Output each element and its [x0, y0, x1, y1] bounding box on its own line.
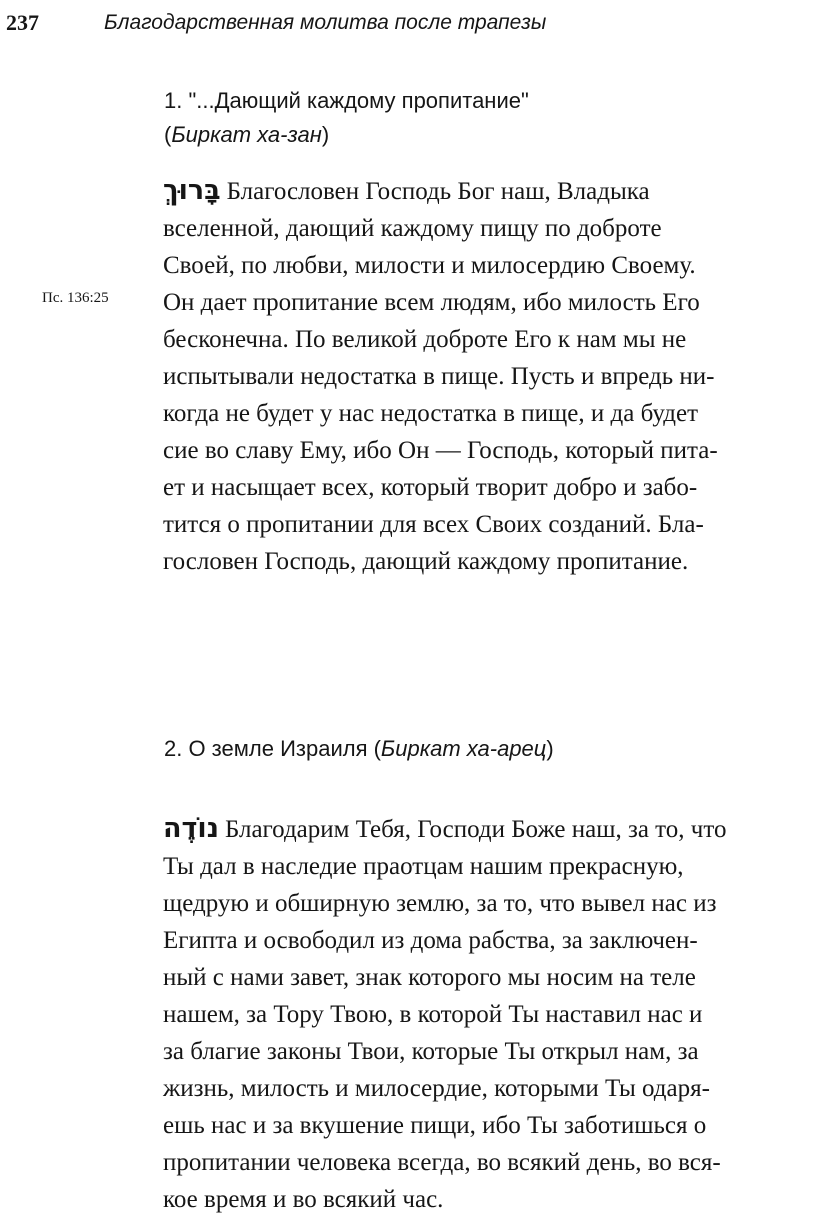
section-1-heading-line2	[164, 118, 529, 152]
text-line: когда не будет у нас недостатка в пище, и да будет	[163, 400, 699, 427]
paren-open: (	[164, 122, 172, 147]
section-1-heading	[164, 84, 529, 152]
section-2-heading-line	[164, 732, 554, 766]
section-1-heading-line1: 1. "...Дающий каждому пропитание"	[164, 88, 529, 113]
text-line: Он дает пропитание всем людям, ибо милость Его	[163, 289, 700, 316]
text-line: бесконечна. По великой доброте Его к нам мы не	[163, 326, 687, 353]
heading-suffix: )	[546, 736, 554, 761]
section-2-heading	[164, 732, 554, 766]
hebrew-word-nodeh: נוֹדֶה	[163, 813, 219, 844]
text-line: Египта и освободил из дома рабства, за заключен-	[163, 927, 698, 954]
section-2-text	[163, 810, 813, 1218]
text-line: тится о пропитании для всех Своих созданий. Бла-	[163, 511, 704, 538]
text-line: за благие законы Твои, которые Ты открыл нам, за	[163, 1038, 699, 1065]
running-title: Благодарственная молитва после трапезы	[104, 11, 547, 34]
text-line: испытывали недостатка в пище. Пусть и впредь ни-	[163, 363, 715, 390]
text-line: жизнь, милость и милосердие, которыми Ты одаря-	[163, 1075, 710, 1102]
text-line: ет и насыщает всех, который творит добро и забо-	[163, 474, 698, 501]
text-line: гословен Господь, дающий каждому пропитание.	[163, 548, 689, 575]
text-line: Своей, по любви, милости и милосердию Своему.	[163, 252, 696, 279]
text-line: сие во славу Ему, ибо Он — Господь, который пита-	[163, 437, 718, 464]
text-line: кое время и во всякий час.	[163, 1186, 444, 1213]
text-line: пропитании человека всегда, во всякий день, во вся-	[163, 1149, 721, 1176]
text-line: ешь нас и за вкушение пищи, ибо Ты заботишься о	[163, 1112, 707, 1139]
section-2-heading-italic: Биркат ха-арец	[380, 736, 547, 761]
text-line: ный с нами завет, знак которого мы носим на теле	[163, 964, 696, 991]
margin-reference: Пс. 136:25	[42, 290, 109, 306]
heading-prefix: 2. О земле Израиля (	[164, 736, 381, 761]
text-line	[163, 172, 813, 210]
text-line: Ты дал в наследие праотцам нашим прекрасную,	[163, 853, 684, 880]
page-number: 237	[6, 10, 39, 35]
text-line	[163, 810, 813, 848]
hebrew-word-barukh: בָּרוּךְ	[163, 175, 221, 206]
text-line: вселенной, дающий каждому пищу по доброте	[163, 215, 662, 242]
line-text: Благословен Господь Бог наш, Владыка	[226, 178, 650, 205]
section-1-text	[163, 172, 813, 580]
line-text: Благодарим Тебя, Господи Боже наш, за то, что	[224, 816, 727, 843]
text-line: щедрую и обширную землю, за то, что вывел нас из	[163, 890, 717, 917]
paren-close: )	[321, 122, 330, 147]
text-line: нашем, за Тору Твою, в которой Ты наставил нас и	[163, 1001, 703, 1028]
section-1-heading-italic: Биркат ха-зан	[171, 122, 322, 147]
